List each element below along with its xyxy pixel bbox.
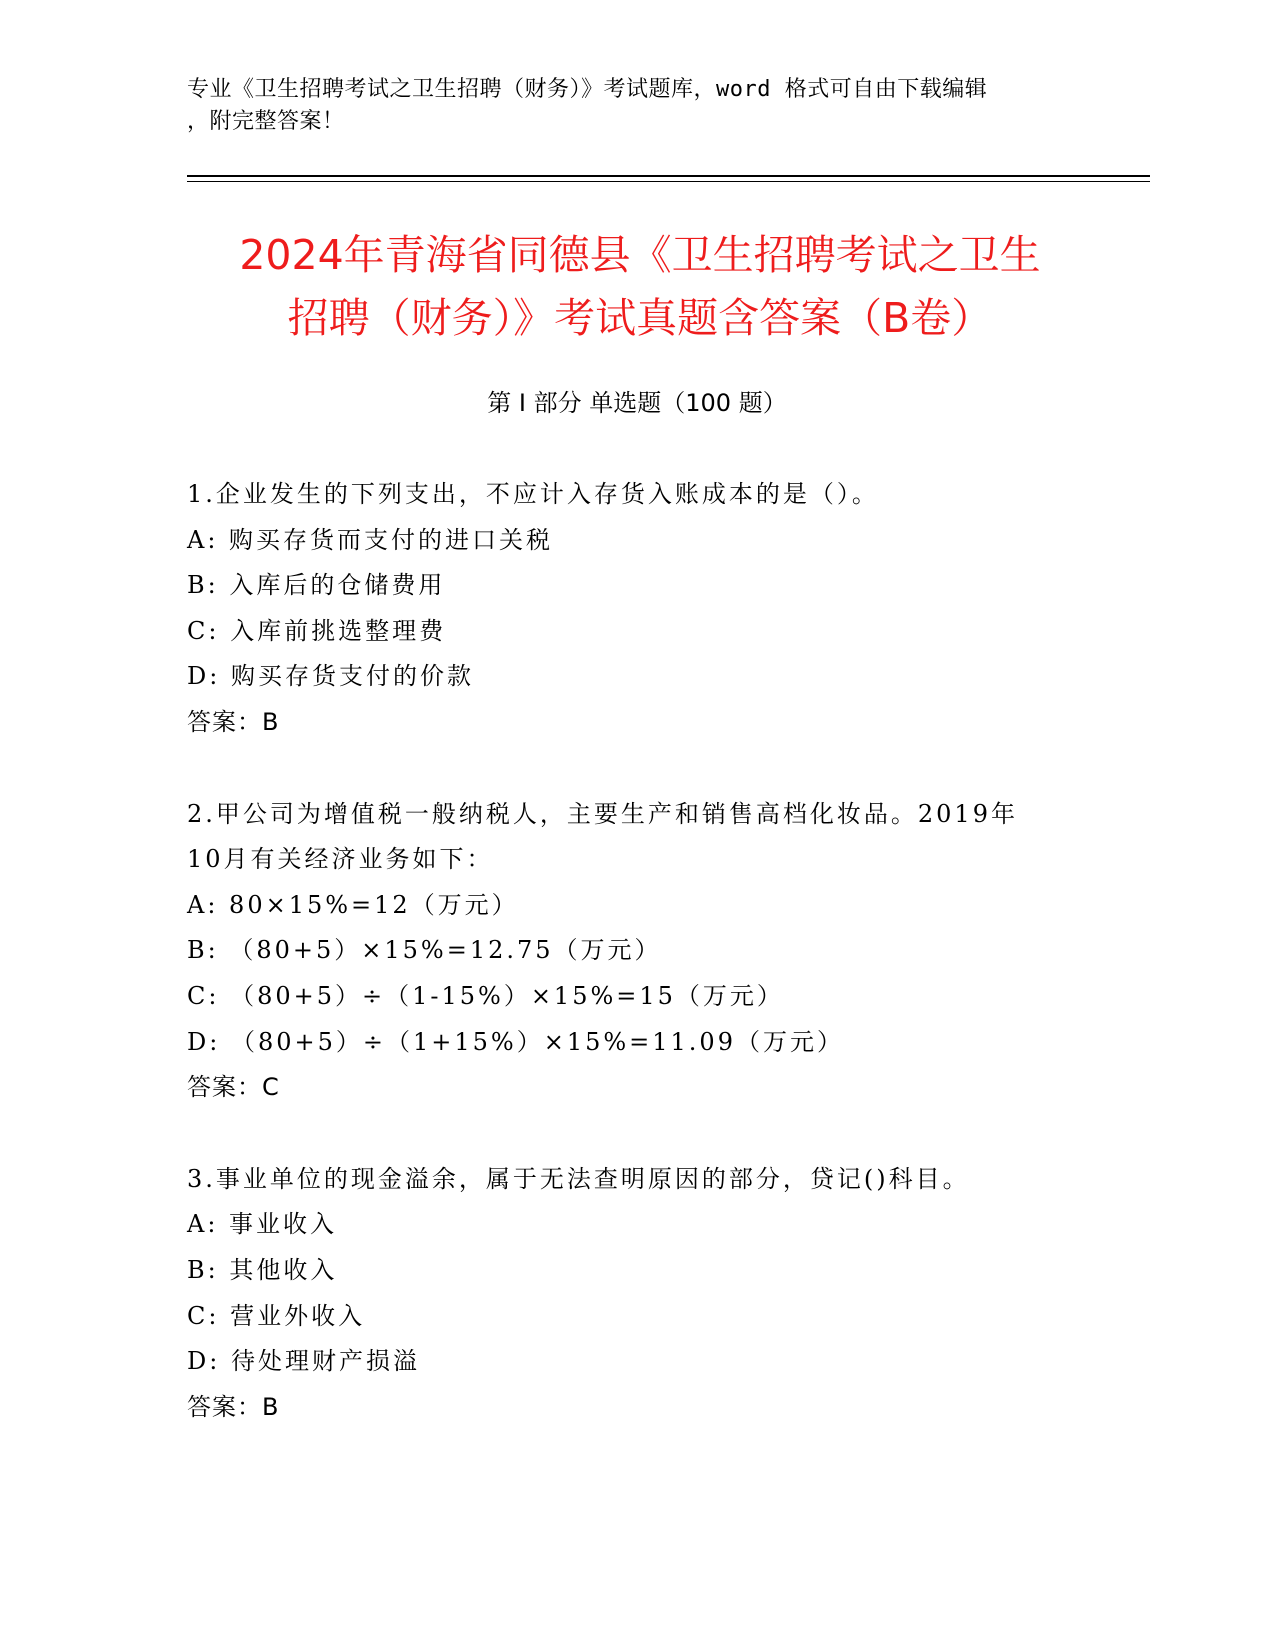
header-note (187, 74, 1067, 138)
option-b: B: 入库后的仓储费用 (187, 571, 446, 600)
question-stem: 3.事业单位的现金溢余，属于无法查明原因的部分，贷记()科目。 (187, 1164, 970, 1193)
header-note-line-2: ，附完整答案！ (187, 109, 345, 134)
option-a: A: 80×15%=12（万元） (187, 890, 519, 919)
document-title-line-2: 招聘（财务）》考试真题含答案（B卷） (287, 294, 993, 342)
option-b: B: 其他收入 (187, 1255, 338, 1284)
section-title: 第 I 部分 单选题（100 题） (487, 389, 787, 417)
header-rule-thick (187, 175, 1150, 177)
option-d: D: 购买存货支付的价款 (187, 662, 474, 691)
question-stem-continued: 10月有关经济业务如下： (187, 845, 494, 874)
option-c: C: 营业外收入 (187, 1301, 366, 1330)
question-1 (187, 472, 1087, 746)
question-2 (187, 792, 1087, 1111)
answer: 答案：C (187, 1073, 280, 1102)
option-c: C: 入库前挑选整理费 (187, 616, 447, 645)
option-c: C: （80+5）÷（1-15%）×15%=15（万元） (187, 981, 784, 1010)
answer: 答案：B (187, 1392, 280, 1421)
option-d: D: 待处理财产损溢 (187, 1347, 420, 1376)
document-title (170, 224, 1110, 350)
option-a: A: 事业收入 (187, 1210, 338, 1239)
answer: 答案：B (187, 707, 280, 736)
document-title-line-1: 2024年青海省同德县《卫生招聘考试之卫生 (239, 231, 1041, 279)
header-rule-thin (187, 181, 1150, 182)
question-3 (187, 1157, 1087, 1431)
option-b: B: （80+5）×15%=12.75（万元） (187, 936, 662, 965)
question-stem: 1.企业发生的下列支出，不应计入存货入账成本的是（）。 (187, 480, 879, 508)
question-stem: 2.甲公司为增值税一般纳税人，主要生产和销售高档化妆品。2019年 (187, 799, 1018, 828)
question-list (187, 472, 1087, 1476)
option-d: D: （80+5）÷（1+15%）×15%=11.09（万元） (187, 1027, 844, 1056)
header-note-line-1: 专业《卫生招聘考试之卫生招聘（财务）》考试题库，word 格式可自由下载编辑 (187, 77, 988, 102)
option-a: A: 购买存货而支付的进口关税 (187, 525, 554, 554)
